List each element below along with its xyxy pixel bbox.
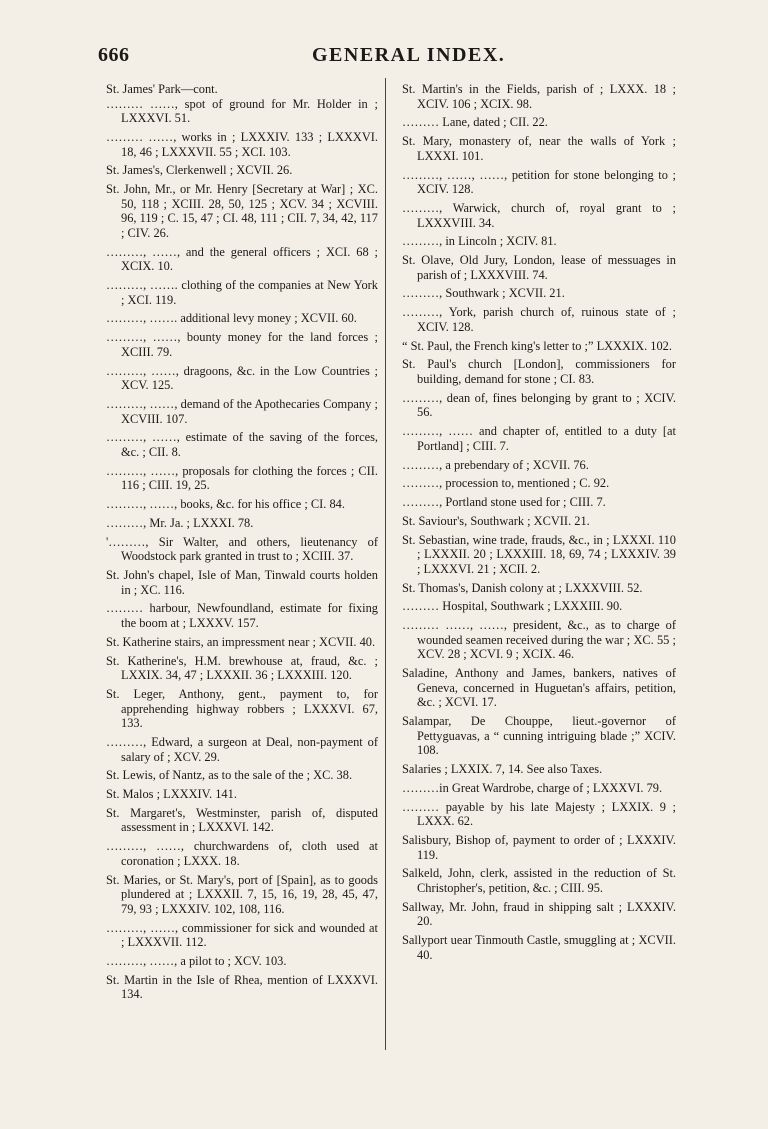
index-entry: ……… Lane, dated ; CII. 22. bbox=[402, 115, 548, 130]
index-entry: St. John, Mr., or Mr. Henry [Secretary at War] ; XC. 50, 118 ; XCIII. 28, 50, 125 ; XCV. 34 ; XCVIII. 96, 119 ; C. 15, 47 ; CI. 48, 111 ; CII. 7, 34, 42, 117 ; CIV. 26. bbox=[106, 182, 378, 240]
index-entry: St. Leger, Anthony, gent., payment to, for apprehending highway robbers ; LXXXVI. 67, 133. bbox=[106, 686, 378, 731]
index-entry: Saladine, Anthony and James, bankers, natives of Geneva, concerned in Huguetan's affairs, petition, &c. ; XCVI. 17. bbox=[402, 666, 676, 710]
index-entry: ………, ……, and the general officers ; XCI. 68 ; XCIX. 10. bbox=[106, 244, 378, 274]
index-entry: Sallyport uear Tinmouth Castle, smuggling at ; XCVII. 40. bbox=[402, 933, 676, 962]
index-entry: ………, ……, demand of the Apothecaries Company ; XCVIII. 107. bbox=[106, 396, 378, 426]
index-entry: St. Paul's church [London], commissioners for building, demand for stone ; CI. 83. bbox=[402, 357, 676, 386]
index-entry: '………, Sir Walter, and others, lieutenancy of Woodstock park granted in trust to ; XCIII. 37. bbox=[106, 534, 378, 564]
column-divider bbox=[385, 78, 386, 1050]
index-entry: St. Malos ; LXXXIV. 141. bbox=[106, 787, 237, 802]
index-entry: ………, ……, proposals for clothing the forces ; CII. 116 ; CIII. 19, 25. bbox=[106, 463, 378, 493]
index-entry: “ St. Paul, the French king's letter to ;” LXXXIX. 102. bbox=[402, 338, 672, 353]
index-entry: ………, ……, churchwardens of, cloth used at coronation ; LXXX. 18. bbox=[106, 839, 378, 868]
index-entry: St. Mary, monastery of, near the walls of York ; LXXXI. 101. bbox=[402, 134, 676, 163]
index-entry: ………, Southwark ; XCVII. 21. bbox=[402, 286, 565, 301]
index-entry: St. Lewis, of Nantz, as to the sale of the ; XC. 38. bbox=[106, 768, 353, 783]
index-entry: St. Margaret's, Westminster, parish of, disputed assessment in ; LXXXVI. 142. bbox=[106, 805, 378, 835]
index-entry: ………, procession to, mentioned ; C. 92. bbox=[402, 476, 610, 491]
index-entry: St. James's, Clerkenwell ; XCVII. 26. bbox=[106, 163, 293, 178]
index-entry: ………, York, parish church of, ruinous state of ; XCIV. 128. bbox=[402, 305, 676, 334]
index-entry: ……… payable by his late Majesty ; LXXIX. 9 ; LXXX. 62. bbox=[402, 799, 676, 829]
index-entry: St. Katherine's, H.M. brewhouse at, fraud, &c. ; LXXIX. 34, 47 ; LXXXII. 36 ; LXXXIII. 120. bbox=[106, 653, 378, 683]
index-entry: ………, ……, dragoons, &c. in the Low Countries ; XCV. 125. bbox=[106, 363, 378, 393]
index-entry: ………, ……, a pilot to ; XCV. 103. bbox=[106, 953, 287, 968]
index-entry: St. Thomas's, Danish colony at ; LXXXVIII. 52. bbox=[402, 580, 643, 595]
index-entry: ………, Warwick, church of, royal grant to ; LXXXVIII. 34. bbox=[402, 200, 676, 230]
index-entry: ……… ……, spot of ground for Mr. Holder in ; LXXXVI. 51. bbox=[106, 96, 378, 126]
index-entry: ………, ……. clothing of the companies at New York ; XCI. 119. bbox=[106, 278, 378, 307]
index-entry: Salisbury, Bishop of, payment to order of ; LXXXIV. 119. bbox=[402, 833, 676, 862]
index-entry: ……… ……, ……, president, &c., as to charge of wounded seamen received during the war ; XC. 55 ; XCV. 28 ; XCVI. 9 ; XCIX. 46. bbox=[402, 618, 676, 662]
index-entry: ………, ……. additional levy money ; XCVII. 60. bbox=[106, 311, 357, 326]
index-entry: St. Olave, Old Jury, London, lease of messuages in parish of ; LXXXVIII. 74. bbox=[402, 253, 676, 282]
index-entry: ………, ……, estimate of the saving of the forces, &c. ; CII. 8. bbox=[106, 430, 378, 459]
index-entry: ……… ……, works in ; LXXXIV. 133 ; LXXXVI. 18, 46 ; LXXXVII. 55 ; XCI. 103. bbox=[106, 129, 378, 159]
index-entry: ………, ……, bounty money for the land forces ; XCIII. 79. bbox=[106, 330, 378, 359]
index-entry: St. Katherine stairs, an impressment near ; XCVII. 40. bbox=[106, 634, 376, 649]
index-entry: Salaries ; LXXIX. 7, 14. See also Taxes. bbox=[402, 762, 603, 777]
index-column-right bbox=[402, 82, 676, 967]
index-entry: St. James' Park—cont. bbox=[106, 82, 218, 96]
index-entry: ………, a prebendary of ; XCVII. 76. bbox=[402, 457, 589, 472]
index-entry: Salkeld, John, clerk, assisted in the reduction of St. Christopher's, petition, &c. ; CIII. 95. bbox=[402, 866, 676, 895]
index-entry: ………, ……, ……, petition for stone belonging to ; XCIV. 128. bbox=[402, 167, 676, 197]
index-entry: ………, ……, commissioner for sick and wounded at ; LXXXVII. 112. bbox=[106, 920, 378, 950]
index-entry: St. John's chapel, Isle of Man, Tinwald courts holden in ; XC. 116. bbox=[106, 568, 378, 597]
index-entry: ………, …… and chapter of, entitled to a duty [at Portland] ; CIII. 7. bbox=[402, 424, 676, 453]
index-entry: ………in Great Wardrobe, charge of ; LXXXVI. 79. bbox=[402, 780, 663, 795]
index-entry: St. Saviour's, Southwark ; XCVII. 21. bbox=[402, 513, 590, 528]
index-entry: St. Martin's in the Fields, parish of ; LXXX. 18 ; XCIV. 106 ; XCIX. 98. bbox=[402, 82, 676, 111]
index-entry: ………, Mr. Ja. ; LXXXI. 78. bbox=[106, 515, 254, 530]
index-entry: St. Maries, or St. Mary's, port of [Spain], as to goods plundered at ; LXXXII. 7, 15, 16, 19, 28, 45, 47, 79, 93 ; LXXXIV. 102, 108, 116. bbox=[106, 872, 378, 916]
index-entry: Salampar, De Chouppe, lieut.-governor of Pettyguavas, a “ cunning intriguing blade ;” XCIV. 108. bbox=[402, 714, 676, 758]
index-column-left bbox=[106, 82, 378, 1006]
index-entry: ………, ……, books, &c. for his office ; CI. 84. bbox=[106, 497, 345, 512]
index-entry: ………, dean of, fines belonging by grant to ; XCIV. 56. bbox=[402, 390, 676, 420]
index-entry: ………, in Lincoln ; XCIV. 81. bbox=[402, 234, 557, 249]
index-entry: St. Sebastian, wine trade, frauds, &c., in ; LXXXI. 110 ; LXXXII. 20 ; LXXXIII. 18, 69, 74 ; LXXXIV. 39 ; LXXXVI. 21 ; XCII. 2. bbox=[402, 532, 676, 576]
index-entry: ………, Portland stone used for ; CIII. 7. bbox=[402, 495, 606, 510]
page-title: GENERAL INDEX. bbox=[312, 44, 506, 66]
index-entry: ……… harbour, Newfoundland, estimate for fixing the boom at ; LXXXV. 157. bbox=[106, 601, 378, 630]
index-entry: ……… Hospital, Southwark ; LXXXIII. 90. bbox=[402, 599, 623, 614]
index-entry: ………, Edward, a surgeon at Deal, non-payment of salary of ; XCV. 29. bbox=[106, 734, 378, 764]
page-number: 666 bbox=[98, 44, 130, 66]
index-entry: St. Martin in the Isle of Rhea, mention of LXXXVI. 134. bbox=[106, 972, 378, 1002]
index-entry: Sallway, Mr. John, fraud in shipping salt ; LXXXIV. 20. bbox=[402, 899, 676, 929]
